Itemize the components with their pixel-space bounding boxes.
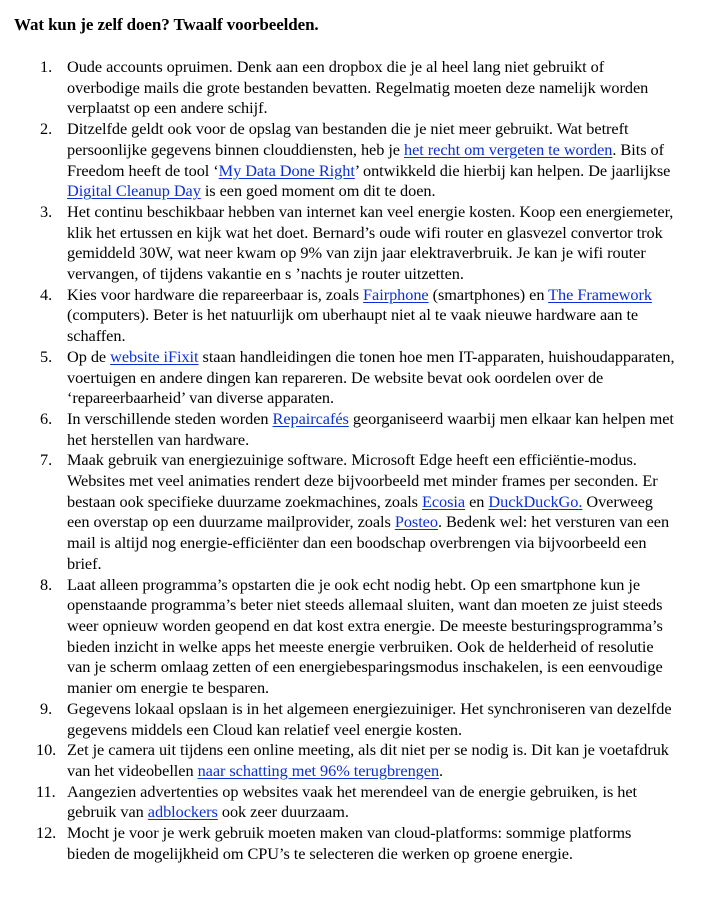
item-text: (computers). Beter is het natuurlijk om uberhaupt niet al te vaak nieuwe hardware aan te schaffen. bbox=[67, 305, 639, 346]
item-text: Mocht je voor je werk gebruik moeten maken van cloud-platforms: sommige platforms bieden de mogelijkheid om CPU’s te selecteren die werken op groene energie. bbox=[67, 823, 632, 863]
item-text: Laat alleen programma’s opstarten die je ook echt nodig hebt. Op een smartphone kun je openstaande programma’s beter niet steeds allemaal sluiten, want dan moeten ze juist steeds weer opnieuw worden geopend en dat kost extra energie. De meeste besturingsprogramma’s bieden inzicht in welke apps het meeste energie verbruiken. Ook de helderheid of resolutie van je scherm omlaag zetten of een energiebesparingsmodus inschakelen, is een eenvoudige manier om energie te besparen. bbox=[67, 574, 663, 698]
item-text: Overweeg een overstap op een duurzame mailprovider, zoals bbox=[67, 491, 653, 532]
inline-link[interactable]: DuckDuckGo. bbox=[488, 491, 583, 511]
list-item-5 bbox=[0, 347, 675, 409]
item-number: 10. bbox=[36, 740, 57, 760]
inline-link[interactable]: website iFixit bbox=[110, 346, 199, 366]
inline-link[interactable]: adblockers bbox=[147, 802, 218, 822]
inline-link[interactable]: The Framework bbox=[548, 284, 652, 304]
item-text: ’ ontwikkeld die hierbij kan helpen. De jaarlijkse bbox=[354, 160, 671, 180]
item-text: Oude accounts opruimen. Denk aan een dropbox die je al heel lang niet gebruikt of overbodige mails die grote bestanden bevatten. Regelmatig moeten deze namelijk worden verplaatst op een andere schijf. bbox=[67, 57, 649, 118]
item-text: Kies voor hardware die repareerbaar is, zoals bbox=[67, 284, 364, 304]
inline-link[interactable]: My Data Done Right bbox=[218, 160, 355, 180]
item-number: 3. bbox=[40, 201, 53, 221]
inline-link[interactable]: Ecosia bbox=[421, 491, 466, 511]
item-text: . Bits of Freedom heeft de tool ‘ bbox=[67, 139, 664, 180]
item-text: staan handleidingen die tonen hoe men IT-apparaten, huishoudapparaten, voertuigen en andere dingen kan repareren. De website bevat ook oordelen over de ‘repareerbaarheid’ van diverse apparaten. bbox=[67, 346, 675, 408]
item-number: 5. bbox=[40, 346, 53, 366]
item-text: . bbox=[439, 760, 444, 780]
inline-link[interactable]: Fairphone bbox=[363, 284, 429, 304]
item-number: 1. bbox=[40, 57, 53, 76]
item-text: Maak gebruik van energiezuinige software. Microsoft Edge heeft een efficiëntie-modus. Websites met veel animaties rendert deze bijvoorbeeld met minder frames per seconden. Er bestaan ook specifieke duurzame zoekmachines, zoals bbox=[67, 450, 658, 511]
item-number: 2. bbox=[40, 119, 53, 139]
list-item-6 bbox=[0, 409, 675, 450]
list-item-11 bbox=[0, 782, 675, 823]
item-text: (smartphones) en bbox=[428, 284, 549, 304]
item-text: . Bedenk wel: het versturen van een mail is altijd nog energie-efficiënter dan een boodschap overbrengen via bijvoorbeeld een brief. bbox=[67, 512, 670, 573]
item-number: 8. bbox=[40, 574, 53, 594]
item-number: 12. bbox=[36, 823, 57, 843]
item-text: Zet je camera uit tijdens een online meeting, als dit niet per se nodig is. Dit kan je voetafdruk van het videobellen bbox=[67, 740, 669, 780]
list-item-8 bbox=[0, 575, 675, 699]
item-text: is een goed moment om dit te doen. bbox=[200, 181, 436, 201]
item-number: 4. bbox=[40, 284, 53, 304]
inline-link[interactable]: naar schatting met 96% terugbrengen bbox=[197, 760, 440, 780]
item-text: Ditzelfde geldt ook voor de opslag van bestanden die je niet meer gebruikt. Wat betreft persoonlijke gegevens binnen clouddiensten, heb je bbox=[67, 119, 629, 159]
item-number: 11. bbox=[36, 781, 56, 801]
item-text: Het continu beschikbaar hebben van internet kan veel energie kosten. Koop een energiemeter, klik het ertussen en kijk wat het doet. Bernard’s oude wifi router en glasvezel convertor trok gemiddeld 30W, wat neer kwam op 9% van zijn jaar elektraverbruik. Je kan je wifi router vervangen, of tijdens vakantie en s ’nachts je router uitzetten. bbox=[67, 201, 674, 284]
item-text: georganiseerd waarbij men elkaar kan helpen met het herstellen van hardware. bbox=[67, 408, 674, 449]
list-item-12 bbox=[0, 823, 675, 864]
page-heading: Wat kun je zelf doen? Twaalf voorbeelden. bbox=[14, 15, 319, 34]
list-item-10 bbox=[0, 740, 675, 781]
item-number: 9. bbox=[40, 698, 53, 718]
inline-link[interactable]: Posteo bbox=[394, 512, 438, 532]
list-item-9 bbox=[0, 699, 675, 740]
list-item-3 bbox=[0, 202, 675, 285]
list-item-7 bbox=[0, 450, 675, 574]
item-text: Aangezien advertenties op websites vaak het merendeel van de energie gebruiken, is het gebruik van bbox=[67, 781, 637, 822]
inline-link[interactable]: Digital Cleanup Day bbox=[67, 181, 201, 201]
list-item-1 bbox=[0, 57, 675, 119]
list-item-2 bbox=[0, 119, 675, 202]
inline-link[interactable]: het recht om vergeten te worden bbox=[404, 139, 613, 159]
item-text: Op de bbox=[67, 346, 111, 366]
examples-list bbox=[0, 57, 710, 864]
item-text: en bbox=[465, 491, 489, 511]
item-text: Gegevens lokaal opslaan is in het algemeen energiezuiniger. Het synchroniseren van dezelfde gegevens middels een Cloud kan relatief veel energie kosten. bbox=[67, 698, 672, 739]
item-text: In verschillende steden worden bbox=[67, 408, 273, 428]
item-text: ook zeer duurzaam. bbox=[217, 802, 349, 822]
inline-link[interactable]: Repaircafés bbox=[272, 408, 349, 428]
item-number: 7. bbox=[40, 450, 53, 470]
list-item-4 bbox=[0, 285, 675, 347]
item-number: 6. bbox=[40, 408, 53, 428]
